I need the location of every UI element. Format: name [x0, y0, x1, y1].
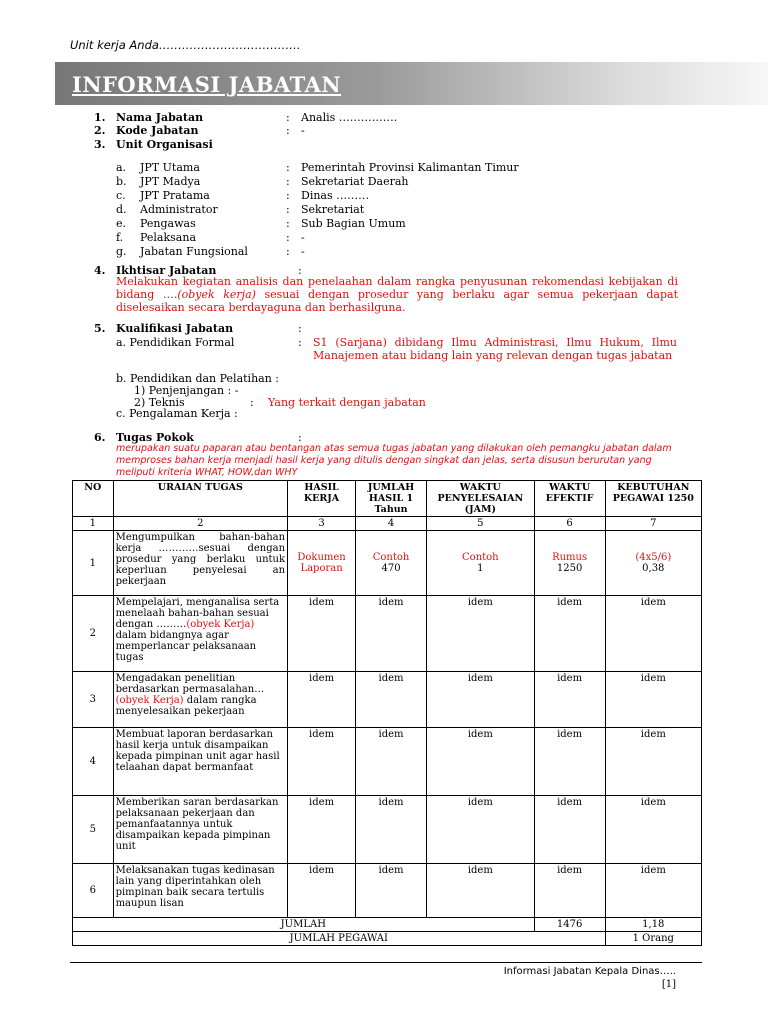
page-number: [1]: [661, 979, 676, 990]
row-number: 4: [73, 728, 114, 796]
pelatihan-label: b. Pendidikan dan Pelatihan :: [116, 372, 280, 385]
org-label: JPT Pratama: [140, 189, 210, 202]
jumlah-row: [73, 918, 702, 932]
jumlah-kebutuhan: 1,18: [605, 918, 701, 932]
column-number: 4: [356, 517, 427, 531]
waktu-efektif: idem: [534, 728, 605, 796]
tugas-pokok-label: Tugas Pokok: [116, 431, 194, 444]
column-number: 3: [288, 517, 356, 531]
org-letter: g.: [116, 245, 127, 258]
kode-jabatan-label: Kode Jabatan: [116, 124, 199, 137]
colon: :: [286, 231, 290, 244]
uraian-tugas: Melaksanakan tugas kedinasan lain yang diperintahkan oleh pimpinan baik secara tertulis maupun lisan: [113, 864, 287, 918]
uraian-tugas: Memberikan saran berdasarkan pelaksanaan pekerjaan dan pemanfaatannya untuk disampaikan kepada pimpinan unit: [113, 796, 287, 864]
row-number: 3: [73, 672, 114, 728]
item-number-5: 5.: [94, 322, 106, 335]
header-cell: JUMLAH HASIL 1 Tahun: [356, 481, 427, 517]
org-value: Sekretariat Daerah: [301, 175, 409, 188]
penjenjangan-label: 1) Penjenjangan : -: [134, 384, 239, 397]
jumlah-pegawai-value: 1 Orang: [605, 932, 701, 946]
nama-jabatan-label: Nama Jabatan: [116, 111, 204, 124]
colon: :: [298, 431, 302, 444]
colon: :: [286, 245, 290, 258]
header-cell: WAKTU PENYELESAIAN (JAM): [427, 481, 535, 517]
column-number-row: [73, 517, 702, 531]
column-number: 6: [534, 517, 605, 531]
table-row: [73, 728, 702, 796]
colon: :: [286, 111, 290, 124]
colon: :: [298, 264, 302, 277]
jumlah-hasil: idem: [356, 796, 427, 864]
nama-jabatan-value: Analis …………….: [301, 111, 398, 124]
uraian-tugas: Membuat laporan berdasarkan hasil kerja untuk disampaikan kepada pimpinan unit agar hasil telaahan dapat bermanfaat: [113, 728, 287, 796]
ikhtisar-text: Melakukan kegiatan analisis dan penelaahan dalam rangka penyusunan rekomendasi kebijakan di bidang ….(obyek kerja) sesuai dengan prosedur yang berlaku agar semua pekerjaan dapat diselesaikan secara berdayaguna dan berhasilguna.: [116, 275, 679, 314]
unit-kerja: Unit kerja Anda……………………………….: [70, 38, 301, 52]
table-row: [73, 864, 702, 918]
org-letter: e.: [116, 217, 127, 230]
waktu-efektif: idem: [534, 672, 605, 728]
jumlah-pegawai-row: [73, 932, 702, 946]
efektif-note: Rumus: [552, 552, 588, 563]
column-number: 1: [73, 517, 114, 531]
colon: :: [286, 217, 290, 230]
waktu-efektif: idem: [534, 796, 605, 864]
header-cell: WAKTU EFEKTIF: [534, 481, 605, 517]
jumlah-hasil: [356, 531, 427, 596]
waktu-efektif: idem: [534, 596, 605, 672]
pendidikan-formal-value: S1 (Sarjana) dibidang Ilmu Administrasi, Ilmu Hukum, Ilmu Manajemen atau bidang lain yang relevan dengan tugas jabatan: [313, 336, 677, 362]
item-number-6: 6.: [94, 431, 106, 444]
item-number-3: 3.: [94, 138, 106, 151]
org-value: Dinas ………: [301, 189, 370, 202]
colon: :: [286, 124, 290, 137]
jumlah-hasil: idem: [356, 864, 427, 918]
kebutuhan-value: 0,38: [642, 563, 665, 574]
row-number: 6: [73, 864, 114, 918]
org-letter: a.: [116, 161, 127, 174]
header-cell: KEBUTUHAN PEGAWAI 1250: [605, 481, 701, 517]
waktu-penyelesaian: [427, 531, 535, 596]
waktu-penyelesaian: idem: [427, 672, 535, 728]
item-number-1: 1.: [94, 111, 106, 124]
kualifikasi-label: Kualifikasi Jabatan: [116, 322, 234, 335]
org-label: Pengawas: [140, 217, 196, 230]
jumlah-hasil-value: 470: [381, 563, 401, 574]
table-row: [73, 672, 702, 728]
kebutuhan-note: (4x5/6): [635, 552, 672, 563]
waktu-note: Contoh: [462, 552, 499, 563]
kebutuhan-pegawai: idem: [605, 728, 701, 796]
org-label: Jabatan Fungsional: [140, 245, 248, 258]
waktu-efektif: [534, 531, 605, 596]
colon: :: [250, 396, 254, 409]
kebutuhan-pegawai: idem: [605, 864, 701, 918]
header-cell: NO: [73, 481, 114, 517]
hasil-kerja: idem: [288, 672, 356, 728]
colon: :: [286, 175, 290, 188]
waktu-penyelesaian: idem: [427, 796, 535, 864]
hasil-kerja: idem: [288, 728, 356, 796]
hasil-kerja: idem: [288, 596, 356, 672]
jumlah-label: JUMLAH: [73, 918, 535, 932]
ikhtisar-label: Ikhtisar Jabatan: [116, 264, 217, 277]
org-value: -: [301, 231, 305, 244]
unit-organisasi-label: Unit Organisasi: [116, 138, 213, 151]
org-label: JPT Utama: [140, 161, 200, 174]
table-row: [73, 531, 702, 596]
waktu-penyelesaian: idem: [427, 864, 535, 918]
org-letter: d.: [116, 203, 127, 216]
header-cell: URAIAN TUGAS: [113, 481, 287, 517]
uraian-tugas: Mempelajari, menganalisa serta menelaah bahan-bahan sesuai dengan ………(obyek Kerja) dalam bidangnya agar memperlancar pelaksanaan tugas: [113, 596, 287, 672]
teknis-label: 2) Teknis: [134, 396, 185, 409]
colon: :: [298, 336, 302, 349]
column-number: 2: [113, 517, 287, 531]
jumlah-hasil: idem: [356, 672, 427, 728]
table-header-row: [73, 481, 702, 517]
colon: :: [298, 322, 302, 335]
org-label: Pelaksana: [140, 231, 197, 244]
jumlah-hasil: idem: [356, 596, 427, 672]
waktu-penyelesaian: idem: [427, 596, 535, 672]
hasil-kerja: idem: [288, 796, 356, 864]
row-number: 1: [73, 531, 114, 596]
org-value: -: [301, 245, 305, 258]
org-value: Sub Bagian Umum: [301, 217, 406, 230]
kebutuhan-pegawai: idem: [605, 596, 701, 672]
kebutuhan-pegawai: idem: [605, 796, 701, 864]
org-label: Administrator: [140, 203, 218, 216]
hasil-kerja: Dokumen Laporan: [288, 531, 356, 596]
colon: :: [286, 189, 290, 202]
kebutuhan-pegawai: [605, 531, 701, 596]
org-value: Pemerintah Provinsi Kalimantan Timur: [301, 161, 519, 174]
org-value: Sekretariat: [301, 203, 365, 216]
org-letter: b.: [116, 175, 127, 188]
header-cell: HASIL KERJA: [288, 481, 356, 517]
waktu-penyelesaian: idem: [427, 728, 535, 796]
item-number-2: 2.: [94, 124, 106, 137]
pengalaman-label: c. Pengalaman Kerja :: [116, 407, 238, 420]
uraian-tugas: Mengumpulkan bahan-bahan kerja …………sesuai dengan prosedur yang berlaku untuk keperluan penyelesai an pekerjaan: [113, 531, 287, 596]
column-number: 5: [427, 517, 535, 531]
table-row: [73, 796, 702, 864]
colon: :: [286, 161, 290, 174]
jumlah-hasil-note: Contoh: [372, 552, 410, 563]
org-letter: f.: [116, 231, 124, 244]
row-number: 2: [73, 596, 114, 672]
column-number: 7: [605, 517, 701, 531]
tugas-pokok-desc: merupakan suatu paparan atau bentangan atas semua tugas jabatan yang dilakukan oleh pemangku jabatan dalam memproses bahan kerja menjadi hasil kerja yang ditulis dengan singkat dan jelas, serta disusun berurutan yang meliputi kriteria WHAT, HOW,dan WHY: [116, 443, 672, 478]
org-letter: c.: [116, 189, 126, 202]
footer-divider: [70, 962, 702, 963]
jumlah-hasil: idem: [356, 728, 427, 796]
footer-text: Informasi Jabatan Kepala Dinas…..: [503, 966, 676, 977]
hasil-kerja: idem: [288, 864, 356, 918]
page-title: INFORMASI JABATAN: [72, 72, 342, 97]
kebutuhan-pegawai: idem: [605, 672, 701, 728]
jumlah-efektif: 1476: [534, 918, 605, 932]
teknis-value: Yang terkait dengan jabatan: [268, 396, 426, 409]
item-number-4: 4.: [94, 264, 106, 277]
uraian-tugas: Mengadakan penelitian berdasarkan permasalahan…(obyek Kerja) dalam rangka menyelesaikan pekerjaan: [113, 672, 287, 728]
colon: :: [286, 203, 290, 216]
waktu-value: 1: [477, 563, 484, 574]
table-row: [73, 596, 702, 672]
org-label: JPT Madya: [140, 175, 201, 188]
jumlah-pegawai-label: JUMLAH PEGAWAI: [73, 932, 606, 946]
waktu-efektif: idem: [534, 864, 605, 918]
pendidikan-formal-label: a. Pendidikan Formal: [116, 336, 235, 349]
kode-jabatan-value: -: [301, 124, 305, 137]
tugas-table: [72, 480, 702, 946]
efektif-value: 1250: [556, 563, 583, 574]
row-number: 5: [73, 796, 114, 864]
